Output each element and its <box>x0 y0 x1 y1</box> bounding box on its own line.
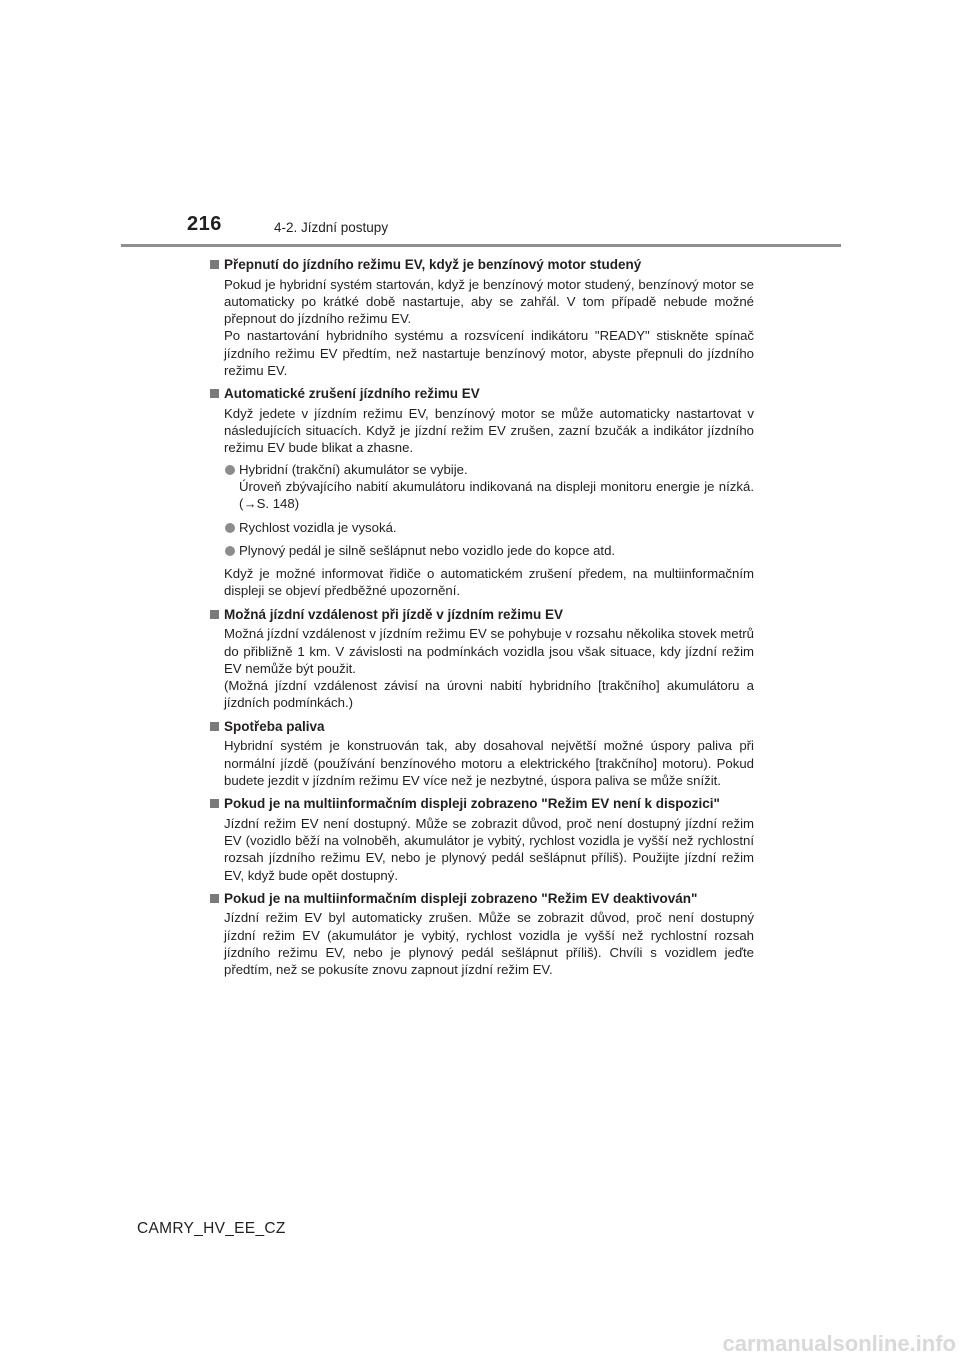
paragraph <box>209 737 754 789</box>
section-heading <box>209 718 754 736</box>
manual-section <box>209 256 754 379</box>
round-bullet-icon <box>225 523 235 533</box>
text-line: Když jedete v jízdním režimu EV, benzínový motor se může automaticky nastartovat v následujících situacích. Když je jízdní režim EV zrušen, zazní bzučák a indikátor jízdního režimu EV bude blikat a zhasne. <box>224 405 754 456</box>
section-heading <box>209 795 754 813</box>
text-line: Po nastartování hybridního systému a rozsvícení indikátoru "READY" stiskněte spínač jízdního režimu EV předtím, než nastartuje benzínový motor, abyste přepnuli do jízdního režimu EV. <box>224 328 754 378</box>
paragraph <box>209 405 754 457</box>
manual-section <box>209 718 754 789</box>
section-heading <box>209 256 754 274</box>
section-heading-text: Automatické zrušení jízdního režimu EV <box>224 386 480 402</box>
section-heading <box>209 385 754 403</box>
section-heading <box>209 606 754 624</box>
bullet-item <box>209 542 754 559</box>
header-rule <box>121 244 841 247</box>
paragraph <box>209 815 754 884</box>
manual-section <box>209 890 754 979</box>
section-heading-text: Možná jízdní vzdálenost při jízdě v jízdním režimu EV <box>224 606 564 622</box>
text-line: Jízdní režim EV byl automaticky zrušen. Může se zobrazit důvod, proč není dostupný jízdní režim EV (akumulátor je vybitý, rychlost vozidla je vyšší než rychlostní rozsah jízdního režimu EV, nebo je plynový pedál sešlápnut příliš). Chvíli s vozidlem jeďte předtím, než se pokusíte znovu zapnout jízdní režim EV. <box>224 910 754 978</box>
square-bullet-icon <box>210 894 219 903</box>
text-line: Hybridní (trakční) akumulátor se vybije. <box>239 461 468 477</box>
section-heading-text: Pokud je na multiinformačním displeji zobrazeno "Režim EV deaktivován" <box>224 890 698 906</box>
manual-section <box>209 795 754 884</box>
text-line: Jízdní režim EV není dostupný. Může se zobrazit důvod, proč není dostupný jízdní režim EV (vozidlo běží na volnoběh, akumulátor je vybitý, rychlost vozidla je vyšší než rychlostní rozsah jízdního režimu EV, nebo je plynový pedál sešlápnut příliš). Použijte jízdní režim EV, když bude opět dostupný. <box>224 815 754 883</box>
text-line: Možná jízdní vzdálenost v jízdním režimu EV se pohybuje v rozsahu několika stovek metrů do přibližně 1 km. V závislosti na podmínkách vozidla jsou však situace, kdy jízdní režim EV nemůže být použit. <box>224 626 754 676</box>
text-line: Úroveň zbývajícího nabití akumulátoru indikovaná na displeji monitoru energie je nízká. (→S. 148) <box>239 478 754 512</box>
text-line: Když je možné informovat řidiče o automatickém zrušení předem, na multiinformačním displeji se objeví předběžné upozornění. <box>224 566 754 599</box>
text-line: Plynový pedál je silně sešlápnut nebo vozidlo jede do kopce atd. <box>239 542 616 558</box>
round-bullet-icon <box>225 465 235 475</box>
section-heading <box>209 890 754 908</box>
text-line: Hybridní systém je konstruován tak, aby dosahoval největší možné úspory paliva při normální jízdě (používání benzínového motoru a elektrického [trakčního] motoru). Pokud budete jezdit v jízdním režimu EV více než je nezbytné, úspora paliva se může snížit. <box>224 738 754 788</box>
watermark: carmanualsonline.info <box>722 1331 956 1356</box>
paragraph <box>209 565 754 600</box>
manual-section <box>209 606 754 712</box>
square-bullet-icon <box>210 610 219 619</box>
square-bullet-icon <box>210 722 219 731</box>
square-bullet-icon <box>210 389 219 398</box>
section-heading-text: Spotřeba paliva <box>224 718 325 734</box>
manual-section <box>209 385 754 599</box>
paragraph <box>209 909 754 978</box>
manual-content <box>209 256 754 985</box>
square-bullet-icon <box>210 799 219 808</box>
paragraph <box>209 276 754 380</box>
text-line: Rychlost vozidla je vysoká. <box>239 519 397 535</box>
text-line: (Možná jízdní vzdálenost závisí na úrovni nabití hybridního [trakčního] akumulátoru a jízdních podmínkách.) <box>224 678 754 711</box>
square-bullet-icon <box>210 260 219 269</box>
footer-model-code: CAMRY_HV_EE_CZ <box>137 1220 286 1237</box>
text-line: Pokud je hybridní systém startován, když je benzínový motor studený, benzínový motor se automaticky po krátké době nastartuje, aby se zahřál. V tom případě nebude možné přepnout do jízdního režimu EV. <box>224 276 754 327</box>
page-number: 216 <box>187 213 222 235</box>
section-heading-text: Pokud je na multiinformačním displeji zobrazeno "Režim EV není k dispozici" <box>224 796 720 812</box>
section-heading-text: Přepnutí do jízdního režimu EV, když je benzínový motor studený <box>224 257 642 272</box>
paragraph <box>209 625 754 711</box>
page-header <box>121 212 841 246</box>
round-bullet-icon <box>225 546 235 556</box>
bullet-item <box>209 461 754 513</box>
section-title: 4-2. Jízdní postupy <box>274 220 389 235</box>
bullet-item <box>209 519 754 536</box>
